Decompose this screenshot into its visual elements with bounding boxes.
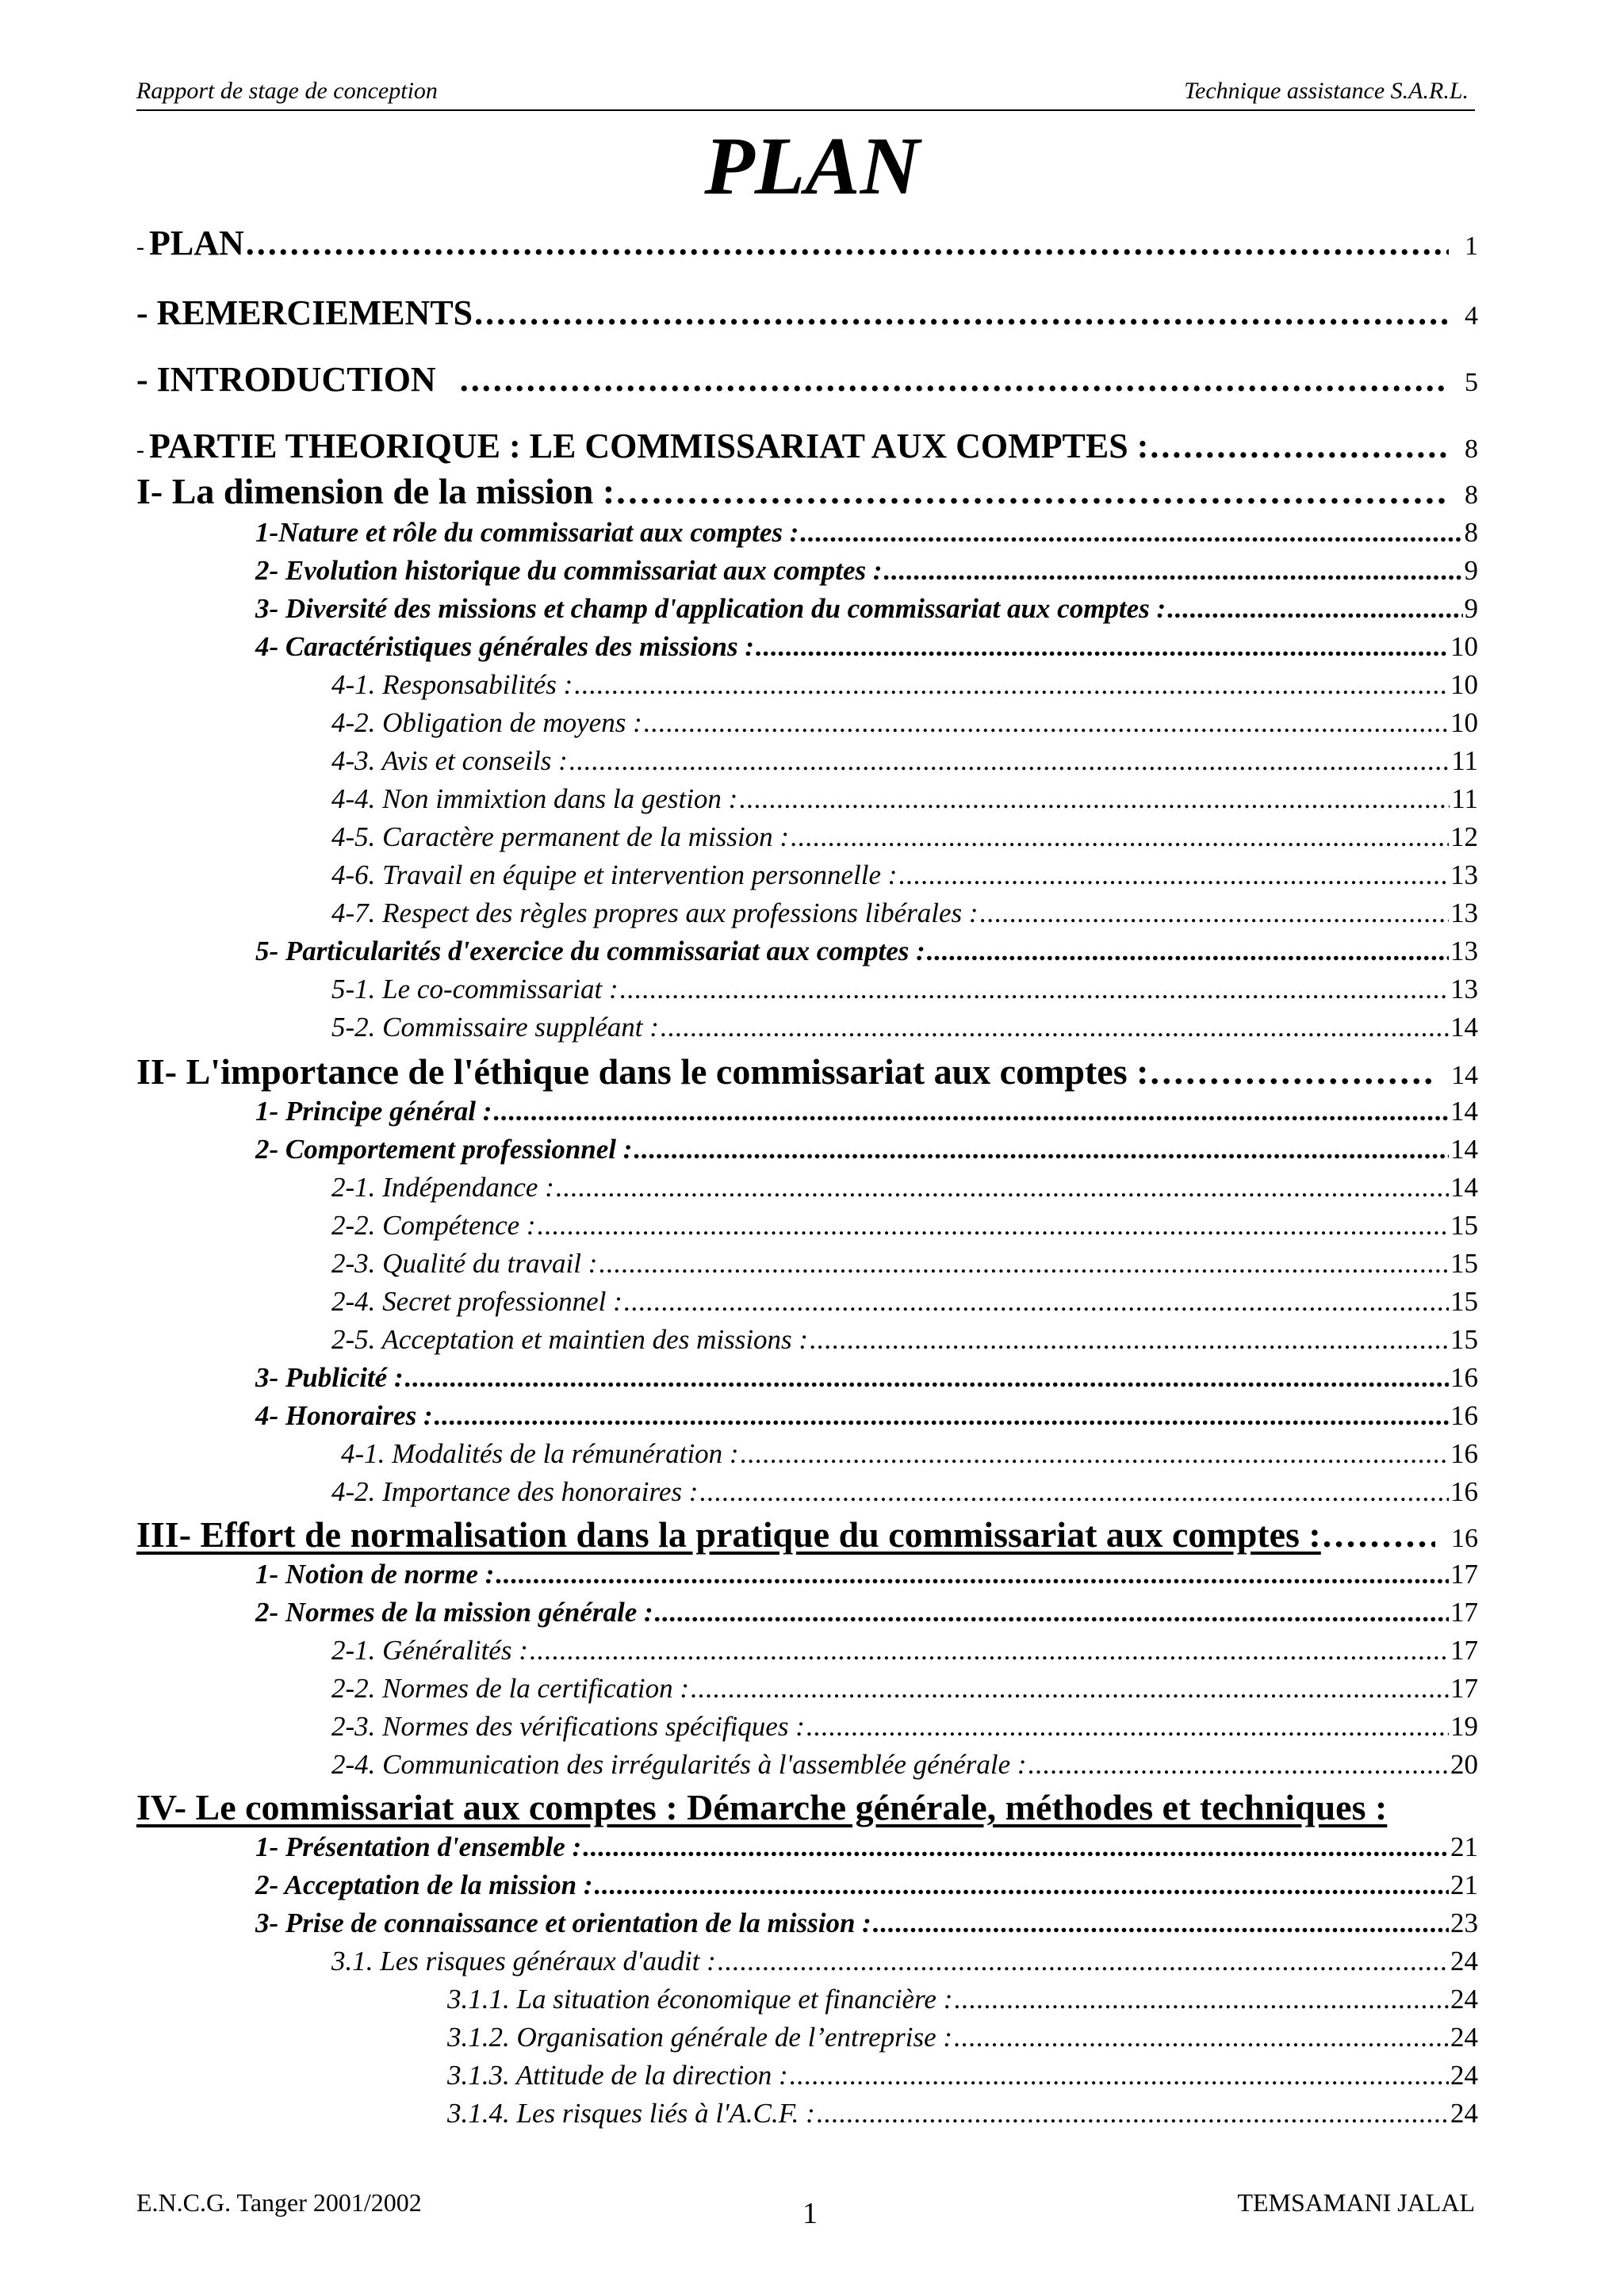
toc-leader-dots — [620, 974, 1449, 1005]
toc-leader-dots — [691, 1673, 1449, 1705]
toc-entry-page: 13 — [1450, 897, 1478, 928]
toc-leader-dots — [435, 1400, 1449, 1432]
toc-entry[interactable] — [255, 1869, 1478, 1901]
toc-entry-label: 4-6. Travail en équipe et intervention personnelle : — [331, 859, 898, 890]
toc-entry-page: 10 — [1450, 707, 1478, 738]
toc-entry-page: 12 — [1450, 821, 1478, 852]
toc-entry[interactable] — [331, 669, 1478, 701]
toc-entry-page: 4 — [1465, 301, 1478, 331]
footer-left-text: E.N.C.G. Tanger 2001/2002 — [136, 2188, 422, 2217]
toc-leader-dots — [583, 1831, 1449, 1863]
toc-leader-dots — [574, 669, 1449, 701]
toc-entry[interactable] — [255, 1908, 1478, 1939]
toc-entry[interactable] — [331, 707, 1478, 739]
toc-entry[interactable] — [255, 1400, 1478, 1432]
toc-entry[interactable] — [331, 1324, 1478, 1356]
toc-entry-page: 14 — [1450, 1172, 1478, 1203]
toc-entry-label: 2-4. Secret professionnel : — [331, 1286, 622, 1317]
toc-leader-dots — [493, 1096, 1449, 1127]
toc-entry[interactable] — [331, 859, 1478, 891]
toc-leader-dots — [699, 1476, 1449, 1508]
toc-entry[interactable] — [331, 1711, 1478, 1743]
toc-entry-page: 15 — [1450, 1324, 1478, 1355]
toc-leader-dots — [954, 1984, 1449, 2015]
toc-entry-page: 1 — [1465, 232, 1478, 261]
header-right-text: Technique assistance S.A.R.L. — [1184, 78, 1469, 104]
toc-entry-label: 5-2. Commissaire suppléant : — [331, 1012, 659, 1043]
toc-entry-page: 8 — [1464, 517, 1478, 548]
toc-leader-dots — [1150, 427, 1449, 467]
toc-entry-remerciements[interactable] — [136, 293, 1478, 334]
toc-entry-introduction[interactable] — [136, 360, 1478, 400]
toc-entry[interactable] — [331, 1476, 1478, 1508]
toc-entry-page: 21 — [1450, 1831, 1478, 1862]
toc-leader-dots — [1167, 593, 1462, 625]
toc-leader-dots — [873, 1908, 1449, 1939]
toc-entry-label: III- Effort de normalisation dans la pratique du commissariat aux comptes : — [136, 1514, 1321, 1555]
toc-entry-label: 4-1. Modalités de la rémunération : — [341, 1438, 739, 1469]
toc-entry[interactable] — [255, 555, 1478, 587]
toc-entry-section-i[interactable] — [136, 471, 1478, 513]
toc-entry-label: 1- Notion de norme : — [255, 1559, 495, 1590]
toc-entry-label: 2-2. Normes de la certification : — [331, 1673, 690, 1704]
toc-entry-page: 8 — [1465, 480, 1478, 510]
toc-entry-page: 13 — [1450, 974, 1478, 1004]
toc-leader-dots — [538, 1210, 1449, 1242]
toc-leader-dots — [569, 745, 1450, 777]
toc-leader-dots — [405, 1362, 1449, 1394]
toc-entry-label: 2-3. Normes des vérifications spécifiques : — [331, 1711, 805, 1742]
toc-entry[interactable] — [331, 1946, 1478, 1977]
toc-entry-label: IV- Le commissariat aux comptes : Démarche générale, méthodes et techniques : — [136, 1787, 1388, 1827]
toc-entry-label: 2-2. Compétence : — [331, 1210, 536, 1241]
toc-entry[interactable] — [255, 1134, 1478, 1165]
toc-entry-label: 3.1.1. La situation économique et financière : — [447, 1984, 953, 2015]
toc-entry-label: 3- Prise de connaissance et orientation de la mission : — [255, 1908, 871, 1938]
toc-entry[interactable] — [255, 1362, 1478, 1394]
toc-leader-dots — [496, 1559, 1449, 1590]
toc-entry-page: 14 — [1450, 1096, 1478, 1127]
toc-entry-page: 15 — [1450, 1248, 1478, 1279]
toc-leader-dots — [791, 821, 1449, 853]
toc-entry-label: 2-1. Généralités : — [331, 1635, 528, 1666]
toc-entry[interactable] — [341, 1438, 1478, 1470]
toc-leader-dots — [1150, 1051, 1435, 1093]
toc-entry-label: 1- Présentation d'ensemble : — [255, 1831, 582, 1862]
toc-entry-page: 24 — [1450, 1946, 1478, 1976]
toc-leader-dots — [599, 1248, 1449, 1280]
toc-leader-dots — [756, 631, 1449, 663]
toc-entry-label: 2- Acceptation de la mission : — [255, 1869, 593, 1900]
toc-entry-label: 4-2. Importance des honoraires : — [331, 1476, 699, 1507]
toc-entry-label: 1-Nature et rôle du commissariat aux comptes : — [255, 517, 799, 548]
toc-entry-label: 3.1.3. Attitude de la direction : — [447, 2060, 788, 2091]
toc-entry[interactable] — [255, 593, 1478, 625]
toc-entry-label: 2-3. Qualité du travail : — [331, 1248, 598, 1279]
toc-entry[interactable] — [331, 1172, 1478, 1203]
toc-entry-plan[interactable] — [136, 224, 1478, 264]
toc-entry[interactable] — [255, 936, 1478, 967]
toc-entry-page: 16 — [1451, 1524, 1478, 1553]
toc-leader-dots — [980, 897, 1449, 929]
toc-entry-label: 3- Diversité des missions et champ d'application du commissariat aux comptes : — [255, 593, 1166, 624]
toc-entry-section-iii[interactable] — [136, 1514, 1478, 1556]
toc-entry-page: 13 — [1450, 859, 1478, 890]
toc-entry-label: PLAN — [149, 224, 244, 262]
toc-entry-page: 19 — [1450, 1711, 1478, 1742]
toc-leader-dots — [741, 1438, 1449, 1470]
toc-entry-label: 2-5. Acceptation et maintien des missions : — [331, 1324, 809, 1355]
toc-leader-dots — [644, 707, 1449, 739]
toc-leader-dots — [634, 1134, 1449, 1165]
toc-entry-partie-theorique[interactable] — [136, 427, 1478, 467]
toc-entry-page: 9 — [1464, 593, 1478, 624]
toc-entry-page: 5 — [1465, 368, 1478, 397]
toc-entry[interactable] — [331, 1749, 1478, 1781]
toc-entry-page: 17 — [1450, 1673, 1478, 1704]
toc-entry[interactable] — [255, 1597, 1478, 1628]
toc-entry-page: 17 — [1450, 1635, 1478, 1666]
toc-entry[interactable] — [331, 897, 1478, 929]
toc-entry-label: 2- Normes de la mission générale : — [255, 1597, 653, 1628]
toc-entry-label: 3- Publicité : — [255, 1362, 404, 1393]
toc-entry[interactable] — [447, 1984, 1478, 2015]
toc-leader-dots — [661, 1012, 1449, 1043]
toc-leader-dots — [806, 1711, 1449, 1743]
toc-entry[interactable] — [255, 631, 1478, 663]
toc-entry-prefix: - — [136, 234, 144, 260]
toc-entry-page: 14 — [1450, 1012, 1478, 1043]
toc-entry[interactable] — [447, 2022, 1478, 2053]
toc-leader-dots — [718, 1946, 1449, 1977]
toc-entry-label: 4-5. Caractère permanent de la mission : — [331, 821, 790, 852]
toc-entry-label: 5- Particularités d'exercice du commissariat aux comptes : — [255, 936, 925, 966]
toc-entry-page: 16 — [1450, 1438, 1478, 1469]
toc-entry-page: 8 — [1465, 434, 1478, 464]
toc-leader-dots — [246, 224, 1449, 264]
toc-entry-page: 24 — [1450, 2098, 1478, 2129]
toc-entry-label: 3.1.2. Organisation générale de l’entreprise : — [447, 2022, 953, 2053]
toc-entry-label: I- La dimension de la mission : — [136, 471, 615, 511]
toc-entry-section-iv[interactable] — [136, 1787, 1478, 1829]
toc-entry-page: 16 — [1450, 1476, 1478, 1507]
toc-entry-page: 24 — [1450, 2022, 1478, 2053]
toc-entry[interactable] — [331, 745, 1478, 777]
toc-entry-label: II- L'importance de l'éthique dans le commissariat aux comptes : — [136, 1051, 1149, 1092]
toc-entry[interactable] — [255, 1096, 1478, 1127]
toc-leader-dots — [655, 1597, 1449, 1628]
header-left-text: Rapport de stage de conception — [136, 78, 438, 104]
toc-entry[interactable] — [331, 1286, 1478, 1318]
toc-entry[interactable] — [331, 821, 1478, 853]
toc-entry[interactable] — [255, 517, 1478, 549]
toc-entry-label: - INTRODUCTION — [136, 360, 436, 399]
toc-entry-page: 14 — [1451, 1061, 1478, 1090]
toc-entry[interactable] — [255, 1831, 1478, 1863]
toc-entry[interactable] — [447, 2060, 1478, 2091]
toc-leader-dots — [624, 1286, 1449, 1318]
toc-leader-dots — [927, 936, 1449, 967]
toc-entry-page: 15 — [1450, 1286, 1478, 1317]
toc-entry-page: 23 — [1450, 1908, 1478, 1938]
toc-entry-page: 21 — [1450, 1869, 1478, 1900]
toc-entry-label: 1- Principe général : — [255, 1096, 492, 1127]
toc-entry-section-ii[interactable] — [136, 1051, 1478, 1093]
toc-entry-page: 17 — [1450, 1559, 1478, 1590]
toc-entry-label: - REMERCIEMENTS — [136, 293, 473, 332]
toc-leader-dots — [810, 1324, 1449, 1356]
toc-entry-page: 11 — [1451, 783, 1478, 814]
toc-leader-dots — [1028, 1749, 1449, 1781]
toc-entry-label: 4-4. Non immixtion dans la gestion : — [331, 783, 738, 814]
page-number: 1 — [802, 2197, 818, 2230]
toc-leader-dots — [595, 1869, 1450, 1901]
toc-entry-label: 4- Caractéristiques générales des missions : — [255, 631, 755, 662]
toc-entry-label: 4-1. Responsabilités : — [331, 669, 573, 700]
toc-entry-label: 2-4. Communication des irrégularités à l'assemblée générale : — [331, 1749, 1027, 1780]
page-footer — [136, 2188, 1475, 2228]
toc-entry-page: 24 — [1450, 1984, 1478, 2015]
toc-entry-page: 11 — [1451, 745, 1478, 776]
toc-entry-page: 10 — [1450, 669, 1478, 700]
toc-entry[interactable] — [331, 1635, 1478, 1667]
toc-entry-page: 15 — [1450, 1210, 1478, 1241]
toc-entry-page: 10 — [1450, 631, 1478, 662]
toc-leader-dots — [460, 360, 1449, 400]
toc-entry-page: 16 — [1450, 1362, 1478, 1393]
toc-entry-page: 14 — [1450, 1134, 1478, 1165]
toc-entry[interactable] — [255, 1559, 1478, 1590]
toc-entry-label: 5-1. Le co-commissariat : — [331, 974, 619, 1004]
toc-entry-prefix: - — [136, 437, 144, 463]
toc-entry-page: 24 — [1450, 2060, 1478, 2091]
toc-leader-dots — [817, 2098, 1449, 2130]
toc-leader-dots — [884, 555, 1463, 587]
toc-entry-label: 4-2. Obligation de moyens : — [331, 707, 642, 738]
toc-entry-label: 4- Honoraires : — [255, 1400, 433, 1431]
toc-entry-label: 4-7. Respect des règles propres aux professions libérales : — [331, 897, 979, 928]
toc-entry-page: 20 — [1450, 1749, 1478, 1780]
toc-leader-dots — [800, 517, 1462, 549]
toc-entry-label: 2- Comportement professionnel : — [255, 1134, 633, 1165]
footer-right-text: TEMSAMANI JALAL — [1237, 2188, 1475, 2217]
toc-entry-page: 16 — [1450, 1400, 1478, 1431]
toc-leader-dots — [474, 293, 1449, 334]
toc-entry[interactable] — [331, 1012, 1478, 1043]
toc-entry-page: 9 — [1464, 555, 1478, 586]
toc-entry[interactable] — [331, 1248, 1478, 1280]
toc-leader-dots — [616, 471, 1449, 513]
toc-entry-page: 17 — [1450, 1597, 1478, 1628]
toc-entry[interactable] — [447, 2098, 1478, 2130]
toc-entry[interactable] — [331, 783, 1478, 815]
toc-leader-dots — [530, 1635, 1449, 1667]
toc-entry-label: 4-3. Avis et conseils : — [331, 745, 568, 776]
page-title: PLAN — [704, 121, 920, 212]
toc-entry[interactable] — [331, 1673, 1478, 1705]
toc-entry-label: 2-1. Indépendance : — [331, 1172, 554, 1203]
toc-leader-dots — [739, 783, 1450, 815]
toc-leader-dots — [954, 2022, 1449, 2053]
toc-leader-dots — [790, 2060, 1449, 2091]
toc-entry-page: 13 — [1450, 936, 1478, 966]
toc-leader-dots — [898, 859, 1449, 891]
toc-entry-label: 2- Evolution historique du commissariat aux comptes : — [255, 555, 883, 586]
toc-leader-dots — [556, 1172, 1449, 1203]
toc-entry-label: PARTIE THEORIQUE : LE COMMISSARIAT AUX COMPTES : — [149, 427, 1149, 465]
toc-entry-label: 3.1. Les risques généraux d'audit : — [331, 1946, 716, 1976]
toc-leader-dots — [1323, 1514, 1435, 1556]
toc-entry[interactable] — [331, 974, 1478, 1005]
toc-entry-label: 3.1.4. Les risques liés à l'A.C.F. : — [447, 2098, 815, 2129]
toc-entry[interactable] — [331, 1210, 1478, 1242]
